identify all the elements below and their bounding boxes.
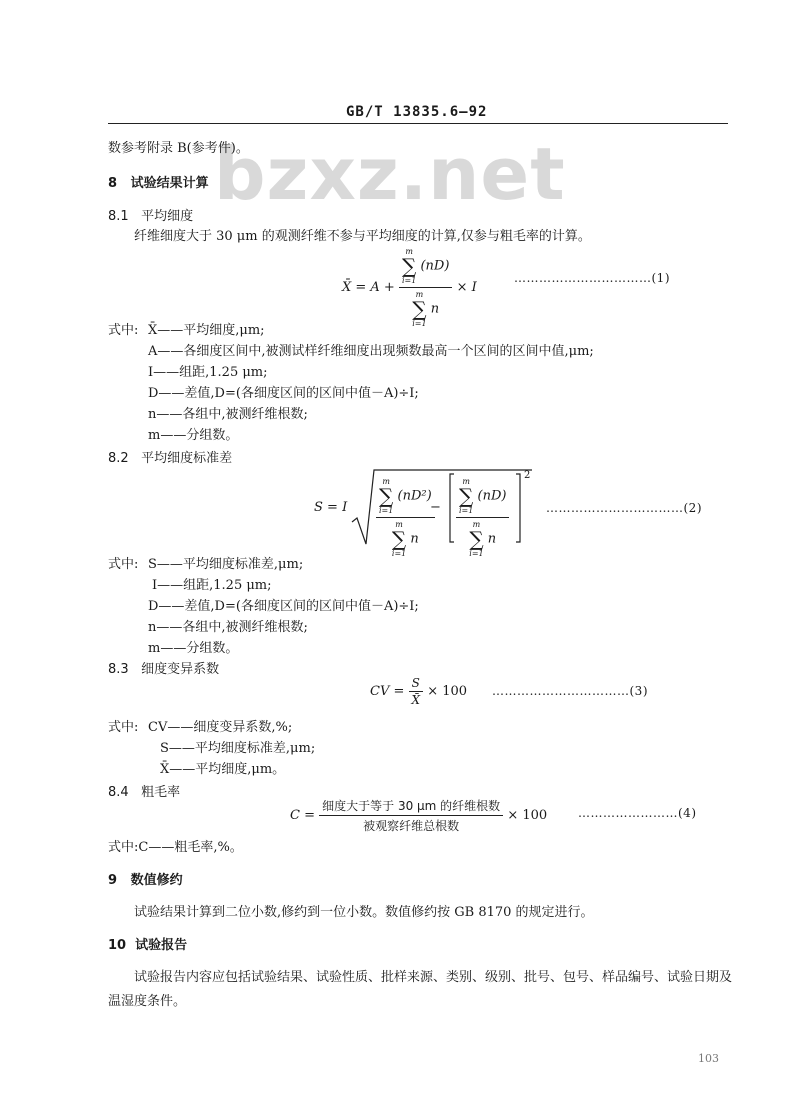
header-code: GB/T 13835.6—92 xyxy=(346,104,488,120)
section-8-3-title: 细度变异系数 xyxy=(141,662,220,677)
def-m: m——分组数。 xyxy=(148,428,239,443)
section-9-heading xyxy=(108,869,183,888)
eq2-lhs: S = I xyxy=(314,500,348,515)
eq2-fraction-2: m ∑ i=1 (nD) m ∑ i=1 n xyxy=(456,476,509,559)
eq2-numerator-1: (nD²) xyxy=(397,488,432,504)
section-8-3-number: 8.3 xyxy=(108,662,129,677)
eq4-number: ……………………(4) xyxy=(578,806,697,820)
eq4-numerator: 细度大于等于 30 μm 的纤维根数 xyxy=(319,797,503,816)
eq3-numerator: S xyxy=(409,676,424,692)
section-8-1-heading xyxy=(108,205,193,224)
section-8-4-number: 8.4 xyxy=(108,785,129,800)
watermark: bzxz.net xyxy=(214,132,566,216)
eq2-numerator-2: (nD) xyxy=(477,488,507,504)
eq2-denominator-1: n xyxy=(410,531,419,547)
def3-xbar: X̄——平均细度,μm。 xyxy=(160,762,286,777)
section-8-2-number: 8.2 xyxy=(108,451,129,466)
eq1-defs-lead: 式中: xyxy=(108,323,139,338)
section-8-title: 试验结果计算 xyxy=(130,176,209,191)
eq3-lhs: CV = xyxy=(370,684,405,699)
def-a: A——各细度区间中,被测试样纤维细度出现频数最高一个区间的区间中值,μm; xyxy=(148,344,594,359)
def-d: D——差值,D=(各细度区间的区间中值－A)÷I; xyxy=(148,386,419,401)
equation-4 xyxy=(290,797,547,834)
section-8-1-text: 纤维细度大于 30 μm 的观测纤维不参与平均细度的计算,仅参与粗毛率的计算。 xyxy=(134,229,591,244)
def3-cv: CV——细度变异系数,%; xyxy=(148,720,293,735)
eq4-tail: × 100 xyxy=(507,808,548,823)
def2-i: I——组距,1.25 μm; xyxy=(152,578,272,593)
def2-m: m——分组数。 xyxy=(148,641,239,656)
eq2-defs-lead: 式中: xyxy=(108,557,139,572)
eq3-number: ……………………………(3) xyxy=(492,684,648,698)
section-9-title: 数值修约 xyxy=(130,873,183,888)
intro-line: 数参考附录 B(参考件)。 xyxy=(108,141,249,156)
section-10-text-2: 温湿度条件。 xyxy=(108,994,187,1009)
eq1-tail: × I xyxy=(456,280,477,295)
sum-lower-limit: i=1 xyxy=(401,276,417,285)
eq4-lhs: C = xyxy=(290,808,315,823)
eq2-fraction-1: m ∑ i=1 (nD²) m ∑ i=1 n xyxy=(376,476,435,559)
section-8-number: 8 xyxy=(108,176,118,191)
section-8-1-title: 平均细度 xyxy=(141,209,194,224)
equation-3 xyxy=(370,676,467,707)
page-number: 103 xyxy=(698,1052,719,1065)
eq1-fraction xyxy=(399,246,452,329)
equation-1 xyxy=(342,246,477,329)
eq4-denominator: 被观察纤维总根数 xyxy=(363,819,460,833)
section-10-number: 10 xyxy=(108,938,127,953)
eq3-denominator: X̄ xyxy=(411,693,421,707)
eq2-minus: − xyxy=(430,500,441,515)
def3-s: S——平均细度标准差,μm; xyxy=(160,741,316,756)
eq1-lhs: X̄ = A + xyxy=(342,280,395,295)
section-10-title: 试验报告 xyxy=(135,938,188,953)
def-i: I——组距,1.25 μm; xyxy=(148,365,268,380)
section-8-4-title: 粗毛率 xyxy=(141,785,181,800)
eq2-exponent: 2 xyxy=(524,470,531,481)
section-9-number: 9 xyxy=(108,873,118,888)
section-8-2-heading xyxy=(108,447,232,466)
def2-d: D——差值,D=(各细度区间的区间中值－A)÷I; xyxy=(148,599,419,614)
def-xbar: X̄——平均细度,μm; xyxy=(148,323,265,338)
section-8-2-title: 平均细度标准差 xyxy=(141,451,233,466)
eq2-denominator-2: n xyxy=(487,531,497,547)
eq3-tail: × 100 xyxy=(427,684,468,699)
section-8-heading xyxy=(108,172,209,191)
section-8-1-number: 8.1 xyxy=(108,209,129,224)
section-10-text-1: 试验报告内容应包括试验结果、试验性质、批样来源、类别、级别、批号、包号、样品编号、试验日期及 xyxy=(134,970,733,985)
eq3-defs-lead: 式中: xyxy=(108,720,139,735)
def4-c: 式中:C——粗毛率,%。 xyxy=(108,840,243,855)
eq1-number: ……………………………(1) xyxy=(514,271,670,285)
section-10-heading xyxy=(108,934,187,953)
def2-s: S——平均细度标准差,μm; xyxy=(148,557,304,572)
sum-upper-limit: m xyxy=(405,247,413,256)
section-8-3-heading xyxy=(108,658,219,677)
section-9-text: 试验结果计算到二位小数,修约到一位小数。数值修约按 GB 8170 的规定进行。 xyxy=(134,905,594,920)
eq1-denominator: n xyxy=(430,301,440,317)
eq1-sum-num: m ∑ i=1 xyxy=(401,247,417,285)
eq2-number: ……………………………(2) xyxy=(546,501,702,515)
def-n: n——各组中,被测纤维根数; xyxy=(148,407,308,422)
eq1-sum-den: m ∑ i=1 xyxy=(412,290,427,328)
header-rule xyxy=(108,123,728,124)
eq1-numerator: (nD) xyxy=(420,258,450,274)
section-8-4-heading xyxy=(108,781,180,800)
def2-n: n——各组中,被测纤维根数; xyxy=(148,620,308,635)
